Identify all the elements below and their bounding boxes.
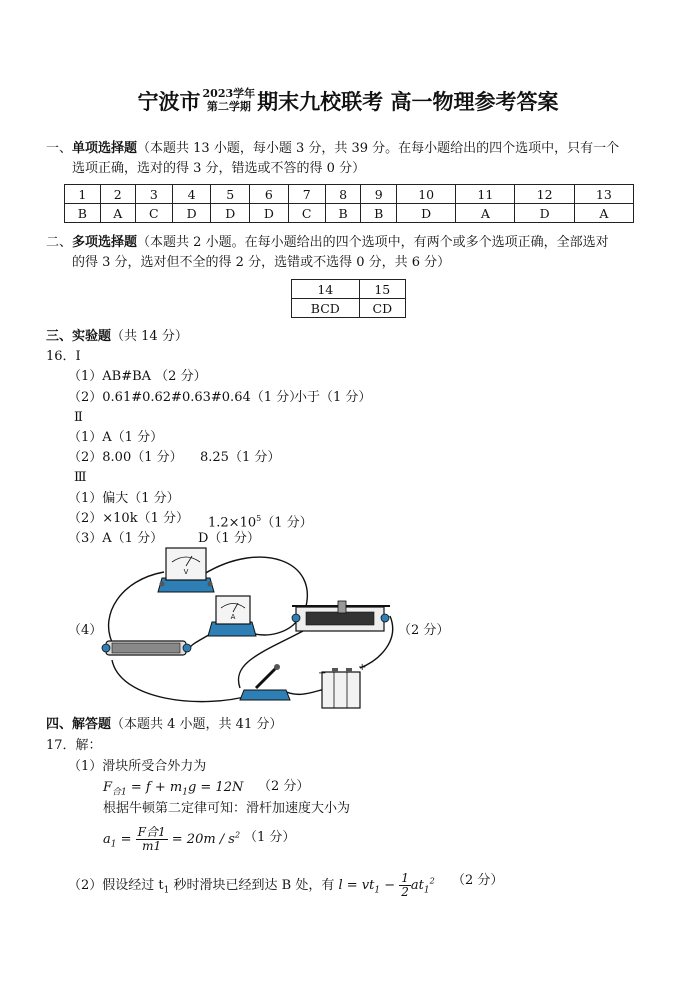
question-number-cell: 5 [211,185,250,204]
q17-eq2-score: （1 分） [244,830,296,845]
eq2-exp: 2 [234,830,241,840]
question-number-cell: 8 [325,185,361,204]
q16-iii: Ⅲ [74,470,87,485]
p3-half-num: 1 [401,871,409,885]
q16-i2a: （2）0.61#0.62#0.63#0.64（1 分） [68,390,303,405]
answer-cell: D [211,204,250,223]
answer-cell: A [456,204,515,223]
eq1-end: g = 12N [187,780,244,795]
sec1-name: 单项选择题 [72,141,138,156]
battery-minus: − [318,668,327,679]
q16-ii2a: （2）8.00（1 分） [68,450,183,465]
q16-iii2b-score: （1 分） [261,515,313,531]
switch-icon [240,664,290,700]
q17-label: 17．解： [46,738,102,753]
p3-eq-end: at [410,878,424,893]
question-number-cell: 13 [574,185,633,204]
p3-eq-sub2: 1 [423,885,430,896]
sec1-line2: 选项正确，选对的得 3 分，错选或不答的得 0 分） [72,161,366,176]
sec1-desc1: （本题共 13 小题，每小题 3 分，共 39 分。在每小题给出的四个选项中，只有一个 [137,141,620,156]
q17-p3-score: （2 分） [452,873,504,888]
question-number-cell: 12 [515,185,574,204]
p3-sub: 1 [163,885,170,896]
p3-eq-minus: − [380,878,400,893]
title-rest: 期末九校联考 高一物理参考答案 [257,89,559,114]
answer-cell: CD [359,299,405,318]
sec3-desc: （共 14 分） [111,329,188,344]
sec4-desc: （本题共 4 小题，共 41 分） [111,717,283,732]
answer-cell: B [325,204,361,223]
question-number-cell: 1 [65,185,101,204]
q17-eq2 [103,826,240,854]
answer-cell: A [574,204,633,223]
title-term: 第二学期 [206,99,251,113]
q16-label: 16．Ⅰ [46,349,81,364]
q16-ii: Ⅱ [74,410,83,425]
title-city: 宁波市 [137,89,201,114]
eq2-result: = 20m / s [167,832,235,847]
q16-iii1: （1）偏大（1 分） [68,491,180,506]
answer-cell: A [100,204,135,223]
q16-i1: （1）AB#BA （2 分） [68,369,207,384]
question-number-cell: 14 [292,280,360,299]
eq2-sub: 1 [110,839,117,850]
sec4-heading [46,716,282,734]
ammeter-label: A [230,613,236,621]
question-number-cell: 9 [361,185,397,204]
answer-cell: B [361,204,397,223]
eq2-numerator: F合1 [137,825,166,839]
question-number-cell: 7 [288,185,325,204]
q16-iii3b: D（1 分） [198,531,260,546]
question-number-cell: 4 [172,185,211,204]
q16-ii2b: 8.25（1 分） [200,450,281,465]
battery-plus: + [358,662,367,673]
p3-half-den: 2 [401,885,409,899]
q16-i2b: 小于（1 分） [294,390,372,405]
q17-p2: 根据牛顿第二定律可知：滑杆加速度大小为 [103,801,351,816]
eq2-a: a [103,832,111,847]
wire-v-left [109,572,164,642]
title-year: 2023学年 [202,86,256,100]
eq1-mid: = f + m [126,780,183,795]
p3-eq-exp: 2 [429,876,435,886]
eq2-denominator: m1 [142,839,162,853]
answer-cell: D [250,204,289,223]
q17-eq1 [103,779,243,802]
p3-text-a: （2）假设经过 t [68,878,164,893]
sec2-name: 多项选择题 [72,235,138,250]
wire-left-down [112,660,252,702]
answer-cell: D [515,204,574,223]
answer-cell: B [65,204,101,223]
question-number-cell: 6 [250,185,289,204]
sec3-head: 三、实验题 [46,329,112,344]
p3-half [399,872,411,899]
resistor-coil-icon [102,641,191,655]
answer-cell: D [172,204,211,223]
sec2-head: 二、 [46,235,73,250]
sec4-head: 四、解答题 [46,717,112,732]
question-number-cell: 11 [456,185,515,204]
q16-iii4-score: （2 分） [398,623,450,638]
question-number-cell: 3 [135,185,172,204]
sec2-line2: 的得 3 分，选对但不全的得 2 分，选错或不选得 0 分，共 6 分） [72,255,451,270]
p3-eq-sub: 1 [374,885,381,896]
q16-iii4: （4） [68,623,103,638]
q17-eq1-score: （2 分） [258,779,310,794]
sec2-desc1: （本题共 2 小题。在每小题给出的四个选项中，有两个或多个选项正确，全部选对 [137,235,609,250]
q17-p1: （1）滑块所受合外力为 [68,759,207,774]
sec1-head: 一、 [46,141,73,156]
answer-cell: C [288,204,325,223]
question-number-cell: 10 [397,185,456,204]
q16-iii2a: （2）×10k（1 分） [68,511,189,526]
p3-eq-start: l = vt [338,878,375,893]
answer-cell: C [135,204,172,223]
p3-equation [338,871,435,899]
eq1-F: F [103,780,113,795]
q16-iii2b-exp: 5 [256,514,262,523]
eq1-sub2: 1 [182,787,188,798]
rheostat-icon [292,601,390,631]
eq2-fraction [136,826,168,853]
q16-iii2b-base: 1.2×10 [208,515,257,531]
q17-p3 [68,872,435,900]
voltmeter-label: V [183,568,189,576]
question-number-cell: 2 [100,185,135,204]
q16-iii3a: （3）A（1 分） [68,531,164,546]
p3-text-b: 秒时滑块已经到达 B 处，有 [169,878,339,893]
q16-ii1: （1）A（1 分） [68,430,164,445]
eq1-sub: 合1 [112,787,127,798]
question-number-cell: 15 [359,280,405,299]
answer-cell: BCD [292,299,360,318]
eq2-eq: = [116,832,136,847]
battery-icon [322,668,360,708]
answer-cell: D [397,204,456,223]
